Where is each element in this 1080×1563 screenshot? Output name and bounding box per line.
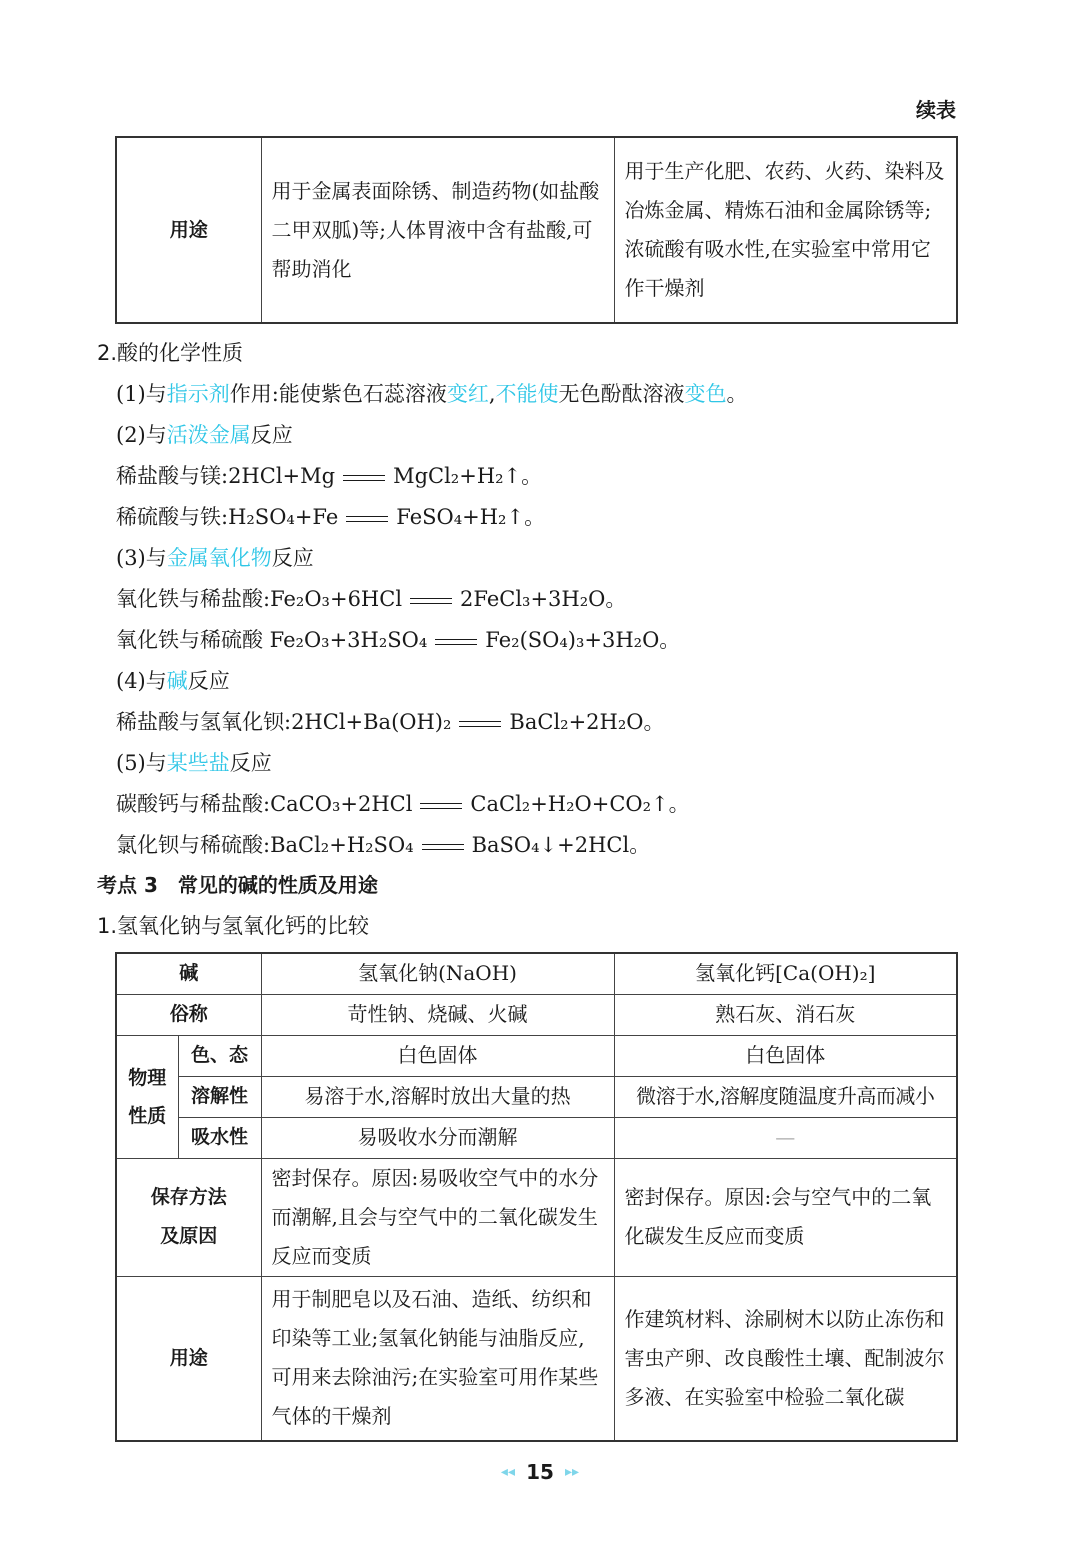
equation-fe2o3-h2so4: 氧化铁与稀硫酸 Fe₂O₃+3H₂SO₄ Fe₂(SO₄)₃+3H₂O。 (116, 628, 681, 652)
naoh-storage: 密封保存。原因:易吸收空气中的水分而潮解,且会与空气中的二氧化碳发生反应而变质 (261, 1158, 614, 1276)
continued-table-label: 续表 (916, 98, 956, 122)
naoh-common-name: 苛性钠、烧碱、火碱 (261, 994, 614, 1035)
equation-hcl-mg: 稀盐酸与镁:2HCl+Mg MgCl₂+H₂↑。 (116, 464, 543, 488)
page-number: 15 (526, 1460, 554, 1484)
acid-uses-table (115, 136, 958, 324)
naoh-hygroscopic: 易吸收水分而潮解 (261, 1117, 614, 1158)
caoh2-color-state: 白色固体 (614, 1035, 957, 1076)
property-active-metal: (2)与活泼金属反应 (116, 423, 293, 447)
equals-sign (420, 803, 462, 809)
table-row (116, 137, 957, 323)
equals-sign (459, 721, 501, 727)
row-header-solubility: 溶解性 (178, 1076, 261, 1117)
equation-caco3-hcl: 碳酸钙与稀盐酸:CaCO₃+2HCl CaCl₂+H₂O+CO₂↑。 (116, 792, 690, 816)
property-indicator: (1)与指示剂作用:能使紫色石蕊溶液变红,不能使无色酚酞溶液变色。 (116, 382, 748, 406)
naoh-uses: 用于制肥皂以及石油、造纸、纺织和印染等工业;氢氧化钠能与油脂反应,可用来去除油污;在实验室可用作某些气体的干燥剂 (261, 1276, 614, 1441)
caoh2-solubility: 微溶于水,溶解度随温度升高而减小 (614, 1076, 957, 1117)
row-header-uses: 用途 (116, 1276, 261, 1441)
equals-sign (343, 475, 385, 481)
equals-sign (435, 639, 477, 645)
table-row (116, 1035, 957, 1076)
table-row (116, 1076, 957, 1117)
subsection-heading-comparison: 1.氢氧化钠与氢氧化钙的比较 (97, 914, 370, 938)
h2so4-uses-cell: 用于生产化肥、农药、火药、染料及冶炼金属、精炼石油和金属除锈等;浓硫酸有吸水性,在实验室中常用它作干燥剂 (614, 137, 957, 323)
caoh2-hygroscopic: — (614, 1117, 957, 1158)
property-base: (4)与碱反应 (116, 669, 230, 693)
caoh2-uses: 作建筑材料、涂刷树木以防止冻伤和害虫产卵、改良酸性土壤、配制波尔多液、在实验室中检验二氧化碳 (614, 1276, 957, 1441)
table-row (116, 994, 957, 1035)
double-left-arrow-icon: ◂◂ (500, 1464, 515, 1480)
table-row (116, 1158, 957, 1276)
table-row (116, 1276, 957, 1441)
hcl-uses-cell: 用于金属表面除锈、制造药物(如盐酸二甲双胍)等;人体胃液中含有盐酸,可帮助消化 (261, 137, 614, 323)
property-salt: (5)与某些盐反应 (116, 751, 272, 775)
equation-hcl-baoh2: 稀盐酸与氢氧化钡:2HCl+Ba(OH)₂ BaCl₂+2H₂O。 (116, 710, 665, 734)
row-group-physical-properties: 物理 性质 (116, 1035, 178, 1158)
table-header-row (116, 953, 957, 994)
row-header-common-name: 俗称 (116, 994, 261, 1035)
naoh-color-state: 白色固体 (261, 1035, 614, 1076)
column-header-naoh: 氢氧化钠(NaOH) (261, 953, 614, 994)
naoh-solubility: 易溶于水,溶解时放出大量的热 (261, 1076, 614, 1117)
column-header-base: 碱 (116, 953, 261, 994)
equation-bacl2-h2so4: 氯化钡与稀硫酸:BaCl₂+H₂SO₄ BaSO₄↓+2HCl。 (116, 833, 651, 857)
row-header-uses: 用途 (116, 137, 261, 323)
equals-sign (346, 516, 388, 522)
section-heading-acid-properties: 2.酸的化学性质 (97, 341, 244, 365)
equation-fe2o3-hcl: 氧化铁与稀盐酸:Fe₂O₃+6HCl 2FeCl₃+3H₂O。 (116, 587, 627, 611)
page-footer (0, 1460, 1080, 1484)
row-header-storage: 保存方法 及原因 (116, 1158, 261, 1276)
row-header-hygroscopic: 吸水性 (178, 1117, 261, 1158)
property-metal-oxide: (3)与金属氧化物反应 (116, 546, 314, 570)
column-header-caoh2: 氢氧化钙[Ca(OH)₂] (614, 953, 957, 994)
row-header-color-state: 色、态 (178, 1035, 261, 1076)
equation-h2so4-fe: 稀硫酸与铁:H₂SO₄+Fe FeSO₄+H₂↑。 (116, 505, 546, 529)
equals-sign (410, 598, 452, 604)
caoh2-common-name: 熟石灰、消石灰 (614, 994, 957, 1035)
section-heading-bases: 考点 3 常见的碱的性质及用途 (97, 873, 378, 897)
equals-sign (422, 844, 464, 850)
base-comparison-table (115, 952, 958, 1442)
table-row (116, 1117, 957, 1158)
double-right-arrow-icon: ▸▸ (565, 1464, 580, 1480)
caoh2-storage: 密封保存。原因:会与空气中的二氧化碳发生反应而变质 (614, 1158, 957, 1276)
